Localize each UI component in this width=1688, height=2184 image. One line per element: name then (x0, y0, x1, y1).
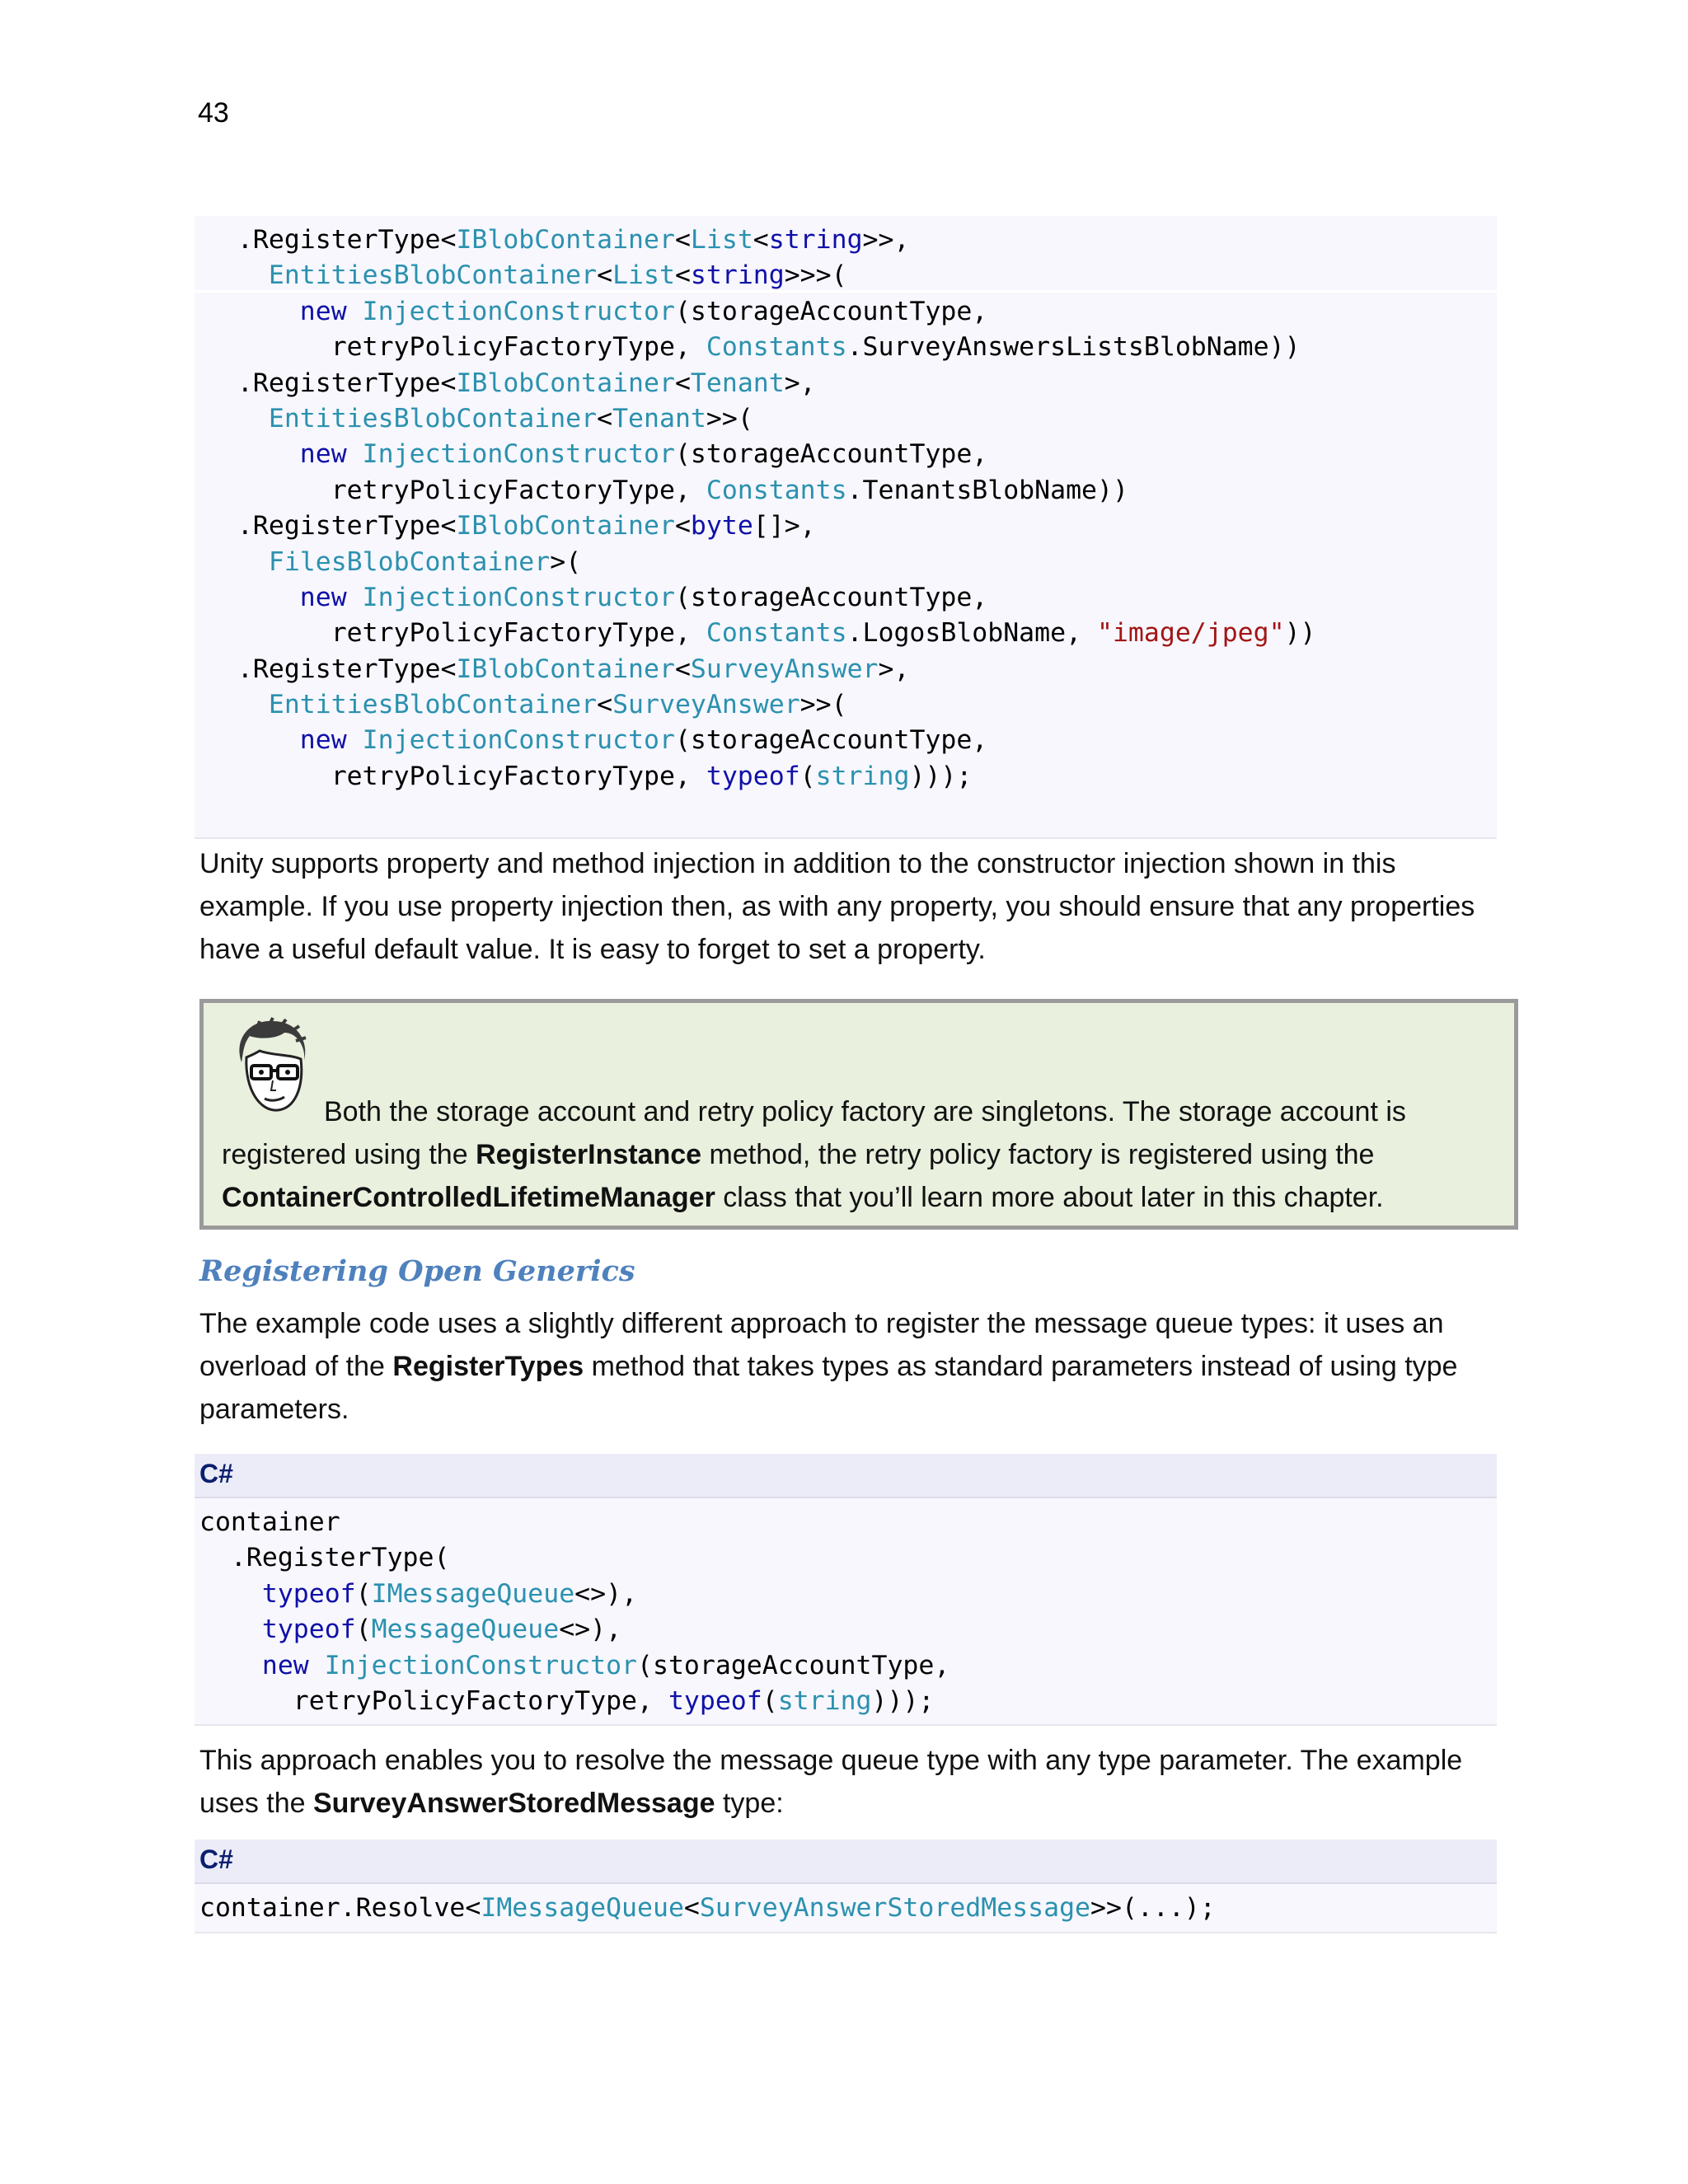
code-type: SurveyAnswer (612, 690, 800, 720)
code-type: string (815, 761, 910, 791)
code-text: ( (762, 1685, 778, 1716)
code-text (206, 404, 269, 434)
code-type: InjectionConstructor (362, 439, 675, 470)
code-type: SurveyAnswerStoredMessage (699, 1893, 1091, 1923)
code-text: < (674, 260, 691, 291)
code-type: IBlobContainer (456, 511, 675, 541)
code-text: .TenantsBlobName)) (846, 475, 1128, 505)
code-type: Constants (706, 618, 847, 649)
code-line (199, 1891, 1216, 1926)
code-text: .SurveyAnswersListsBlobName)) (846, 332, 1301, 363)
code-type: IMessageQueue (481, 1893, 684, 1923)
note-box (199, 999, 1518, 1230)
code-text: .RegisterType< (206, 654, 457, 684)
code-line (199, 1540, 950, 1576)
code-line (206, 366, 1316, 401)
code-line (206, 652, 1316, 687)
code-block-register-types (195, 216, 1497, 839)
code-text: retryPolicyFactoryType, (206, 475, 706, 505)
code-line (206, 473, 1316, 509)
code-type: InjectionConstructor (362, 582, 675, 612)
code-line (206, 723, 1316, 758)
code-text: container (199, 1507, 340, 1537)
code-text: container.Resolve< (199, 1893, 481, 1923)
bold-survey-answer-stored-message: SurveyAnswerStoredMessage (312, 1788, 715, 1819)
code-block-resolve (195, 1884, 1497, 1933)
code-line (206, 545, 1316, 580)
code-text: (storageAccountType, (674, 725, 988, 756)
code-keyword: typeof (668, 1685, 762, 1716)
code-line (206, 401, 1316, 437)
paragraph-register-types: The example code uses a slightly different approach to register the message queue types: it uses an overload of the RegisterTypes method that takes types as standard parameters instead of using type parameters. (199, 1308, 1458, 1425)
code-text: >>, (862, 225, 910, 255)
code-text: < (597, 403, 613, 434)
code-line (206, 509, 1316, 544)
code-keyword: new (299, 725, 347, 756)
code-text: < (674, 225, 691, 255)
code-type: EntitiesBlobContainer (268, 403, 598, 434)
code-text: ( (355, 1615, 372, 1645)
code-type: string (777, 1685, 872, 1716)
code-type: InjectionConstructor (362, 296, 675, 326)
code-text: < (683, 1893, 700, 1923)
code-type: List (612, 260, 675, 291)
code-type: IBlobContainer (456, 368, 675, 398)
code-keyword: new (299, 296, 347, 326)
code-text: ( (355, 1578, 372, 1609)
code-listing (206, 223, 1316, 794)
code-type: EntitiesBlobContainer (268, 260, 598, 291)
code-keyword: string (768, 225, 863, 255)
code-text: ))); (871, 1685, 935, 1716)
code-type: Tenant (612, 403, 706, 434)
code-text (309, 1651, 325, 1680)
code-keyword: typeof (261, 1615, 356, 1645)
code-language-label: C# (195, 1454, 1497, 1498)
code-line (199, 1648, 950, 1684)
code-text: (storageAccountType, (674, 296, 988, 326)
code-text: .RegisterType< (206, 225, 457, 255)
code-language-label: C# (195, 1840, 1497, 1884)
code-text (199, 1579, 262, 1609)
paragraph-resolve: This approach enables you to resolve the message queue type with any type parameter. The example uses the SurveyAnswerStoredMessage type: (199, 1745, 1463, 1819)
code-text (347, 439, 363, 469)
code-text: >>>( (784, 260, 847, 291)
code-text: .RegisterType< (206, 368, 457, 398)
code-type: InjectionConstructor (324, 1650, 638, 1680)
code-text: ( (799, 761, 816, 791)
code-text (199, 1651, 262, 1680)
code-type: IBlobContainer (456, 654, 675, 684)
code-text: < (674, 511, 691, 541)
code-text (206, 725, 300, 755)
code-text (206, 547, 269, 577)
code-text: < (597, 690, 613, 720)
code-keyword: new (299, 439, 347, 470)
code-type: SurveyAnswer (690, 654, 879, 684)
code-line (206, 437, 1316, 472)
note-bold-lifetime-manager: ContainerControlledLifetimeManager (222, 1182, 715, 1213)
paragraph-property-injection: Unity supports property and method injection in addition to the constructor injection shown in this example. If you use property injection then, as with any property, you should ensure that any properties have a useful default value. It is easy to forget to set a property. (199, 848, 1475, 965)
code-text (206, 260, 269, 290)
code-type: IMessageQueue (371, 1578, 575, 1609)
note-text: Both the storage account and retry policy factory are singletons. The storage account is registered using the RegisterInstance method, the retry policy factory is registered using the ContainerControlledLifetimeManager class that you’ll learn more about later in this chapter. (222, 1096, 1406, 1213)
bold-register-types: RegisterTypes (392, 1351, 584, 1382)
code-type: Constants (706, 332, 847, 363)
code-string: "image/jpeg" (1097, 618, 1285, 649)
code-text: (storageAccountType, (674, 582, 988, 612)
code-text: <>), (559, 1615, 622, 1645)
code-text: retryPolicyFactoryType, (206, 761, 706, 791)
code-text (206, 583, 300, 612)
code-line (206, 223, 1316, 258)
code-line (206, 687, 1316, 723)
code-keyword: new (299, 582, 347, 612)
note-bold-register-instance: RegisterInstance (476, 1139, 702, 1170)
code-type: Tenant (690, 368, 785, 398)
code-listing (199, 1505, 950, 1719)
code-type: IBlobContainer (456, 225, 675, 255)
code-text: )) (1284, 618, 1316, 649)
code-text: retryPolicyFactoryType, (199, 1685, 668, 1716)
code-type: EntitiesBlobContainer (268, 690, 598, 720)
code-text: < (674, 654, 691, 684)
code-keyword: typeof (261, 1578, 356, 1609)
code-line (206, 258, 1316, 293)
code-line (206, 616, 1316, 651)
code-keyword: new (261, 1650, 309, 1680)
code-text (199, 1615, 262, 1644)
code-text: .RegisterType( (199, 1543, 450, 1573)
code-text: < (597, 260, 613, 291)
code-type: Constants (706, 475, 847, 505)
code-line (199, 1505, 950, 1540)
code-line (206, 330, 1316, 365)
code-type: MessageQueue (371, 1615, 560, 1645)
code-line (199, 1577, 950, 1612)
code-text: ))); (909, 761, 973, 791)
code-line (199, 1612, 950, 1647)
page-number: 43 (198, 97, 229, 129)
code-text (206, 439, 300, 469)
code-text: >>( (799, 690, 847, 720)
code-text: (storageAccountType, (637, 1650, 950, 1680)
code-type: InjectionConstructor (362, 725, 675, 756)
section-heading: Registering Open Generics (199, 1254, 635, 1288)
code-text (347, 725, 363, 755)
code-block-open-generics (195, 1498, 1497, 1726)
code-type: FilesBlobContainer (268, 546, 551, 577)
code-text: < (753, 225, 769, 255)
code-keyword: byte (690, 511, 753, 541)
code-listing (199, 1891, 1216, 1926)
code-keyword: string (690, 260, 785, 291)
code-text: retryPolicyFactoryType, (206, 618, 706, 649)
code-text: >, (784, 368, 816, 398)
code-keyword: typeof (706, 761, 800, 791)
code-text: .LogosBlobName, (846, 618, 1097, 649)
code-text: >, (878, 654, 910, 684)
code-text (347, 297, 363, 326)
code-line (199, 1684, 950, 1719)
code-text: < (674, 368, 691, 398)
code-text: (storageAccountType, (674, 439, 988, 470)
code-line (206, 580, 1316, 616)
code-type: List (690, 225, 753, 255)
code-text (206, 297, 300, 326)
code-text (206, 690, 269, 719)
code-text: >>(...); (1090, 1893, 1216, 1923)
code-text: []>, (753, 511, 816, 541)
code-line (206, 759, 1316, 794)
code-line (206, 294, 1316, 330)
code-text: retryPolicyFactoryType, (206, 332, 706, 363)
code-text: .RegisterType< (206, 511, 457, 541)
code-text: >>( (706, 403, 753, 434)
code-text: >( (550, 546, 582, 577)
code-text: <>), (574, 1578, 638, 1609)
code-text (347, 583, 363, 612)
